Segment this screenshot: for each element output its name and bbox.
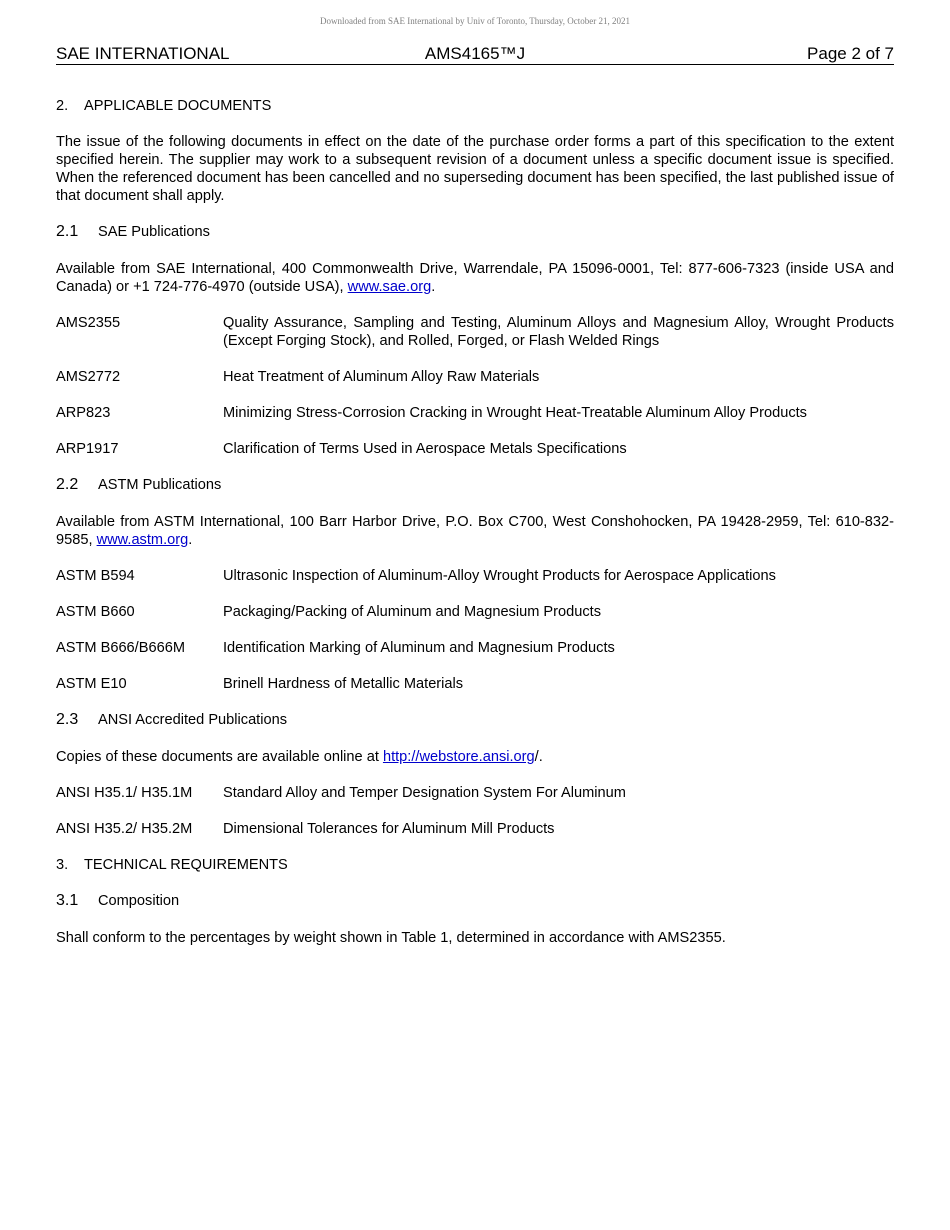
reference-row bbox=[56, 784, 894, 802]
reference-title: Minimizing Stress-Corrosion Cracking in Wrought Heat-Treatable Aluminum Alloy Products bbox=[223, 405, 807, 421]
reference-code: AMS2772 bbox=[56, 369, 121, 385]
section-2-3-heading bbox=[56, 711, 894, 729]
section-2-2-heading bbox=[56, 476, 894, 494]
reference-code: ASTM B666/B666M bbox=[56, 640, 185, 656]
reference-row bbox=[56, 314, 894, 350]
subsection-number: 2.3 bbox=[56, 711, 79, 728]
composition-text: Shall conform to the percentages by weight shown in Table 1, determined in accordance with AMS2355. bbox=[56, 930, 726, 946]
reference-row bbox=[56, 675, 894, 693]
reference-code: ASTM B660 bbox=[56, 604, 135, 620]
availability-text: Available from ASTM International, 100 Barr Harbor Drive, P.O. Box C700, West Conshohocken, PA 19428-2959, Tel: 610-832-9585, bbox=[56, 514, 894, 548]
reference-row bbox=[56, 440, 894, 458]
section-number: 2. bbox=[56, 98, 69, 114]
reference-code: AMS2355 bbox=[56, 315, 121, 331]
header-org: SAE INTERNATIONAL bbox=[56, 44, 230, 63]
reference-row bbox=[56, 368, 894, 386]
section-2-intro: The issue of the following documents in effect on the date of the purchase order forms a part of this specification to the extent specified herein. The supplier may work to a subsequent revision of a document unless a specific document issue is specified. When the referenced document has been cancelled and no superseding document has been specified, the last published issue of that document shall apply. bbox=[56, 134, 894, 204]
page-header bbox=[56, 44, 894, 65]
astm-link[interactable]: www.astm.org bbox=[96, 532, 189, 548]
reference-title: Clarification of Terms Used in Aerospace Metals Specifications bbox=[223, 441, 627, 457]
subsection-number: 2.2 bbox=[56, 476, 79, 493]
reference-title: Quality Assurance, Sampling and Testing, Aluminum Alloys and Magnesium Alloy, Wrought Products (Except Forging Stock), and Rolled, Forged, or Flash Welded Rings bbox=[223, 315, 894, 349]
ansi-document-list bbox=[56, 784, 894, 838]
subsection-title: ASTM Publications bbox=[98, 477, 222, 493]
reference-code: ASTM E10 bbox=[56, 676, 127, 692]
sae-link[interactable]: www.sae.org bbox=[347, 279, 432, 295]
section-title: TECHNICAL REQUIREMENTS bbox=[84, 857, 288, 873]
availability-end: . bbox=[188, 532, 193, 548]
astm-availability bbox=[56, 513, 894, 549]
reference-row bbox=[56, 639, 894, 657]
section-title: APPLICABLE DOCUMENTS bbox=[84, 98, 272, 114]
section-number: 3. bbox=[56, 857, 69, 873]
reference-row bbox=[56, 567, 894, 585]
document-body bbox=[56, 97, 894, 965]
subsection-title: ANSI Accredited Publications bbox=[98, 712, 288, 728]
reference-code: ARP823 bbox=[56, 405, 111, 421]
reference-title: Standard Alloy and Temper Designation System For Aluminum bbox=[223, 785, 626, 801]
section-2-1-heading bbox=[56, 223, 894, 241]
reference-title: Identification Marking of Aluminum and Magnesium Products bbox=[223, 640, 615, 656]
reference-row bbox=[56, 820, 894, 838]
reference-code: ANSI H35.1/ H35.1M bbox=[56, 785, 193, 801]
reference-title: Brinell Hardness of Metallic Materials bbox=[223, 676, 464, 692]
ansi-link[interactable]: http://webstore.ansi.org bbox=[382, 749, 535, 765]
reference-title: Heat Treatment of Aluminum Alloy Raw Materials bbox=[223, 369, 540, 385]
reference-row bbox=[56, 603, 894, 621]
reference-row bbox=[56, 404, 894, 422]
header-page-number: Page 2 of 7 bbox=[807, 44, 894, 63]
section-3-1-heading bbox=[56, 892, 894, 910]
availability-end: /. bbox=[534, 749, 543, 765]
section-2-heading bbox=[56, 97, 894, 115]
reference-code: ASTM B594 bbox=[56, 568, 135, 584]
header-doc-id: AMS4165™J bbox=[424, 44, 526, 63]
sae-document-list bbox=[56, 314, 894, 458]
reference-code: ARP1917 bbox=[56, 441, 119, 457]
astm-document-list bbox=[56, 567, 894, 693]
availability-text: Available from SAE International, 400 Commonwealth Drive, Warrendale, PA 15096-0001, Tel: 877-606-7323 (inside USA and Canada) or +1 724-776-4970 (outside USA), bbox=[56, 261, 894, 295]
subsection-title: SAE Publications bbox=[98, 224, 210, 240]
section-3-heading bbox=[56, 856, 894, 874]
availability-text: Copies of these documents are available online at bbox=[56, 749, 383, 765]
reference-title: Dimensional Tolerances for Aluminum Mill Products bbox=[223, 821, 555, 837]
sae-availability bbox=[56, 260, 894, 296]
download-watermark: Downloaded from SAE International by Univ of Toronto, Thursday, October 21, 2021 bbox=[320, 16, 630, 26]
availability-end: . bbox=[431, 279, 436, 295]
subsection-title: Composition bbox=[98, 893, 180, 909]
subsection-number: 3.1 bbox=[56, 892, 79, 909]
reference-title: Packaging/Packing of Aluminum and Magnesium Products bbox=[223, 604, 602, 620]
reference-title: Ultrasonic Inspection of Aluminum-Alloy Wrought Products for Aerospace Applications bbox=[223, 568, 776, 584]
subsection-number: 2.1 bbox=[56, 223, 79, 240]
reference-code: ANSI H35.2/ H35.2M bbox=[56, 821, 193, 837]
ansi-availability bbox=[56, 748, 894, 766]
